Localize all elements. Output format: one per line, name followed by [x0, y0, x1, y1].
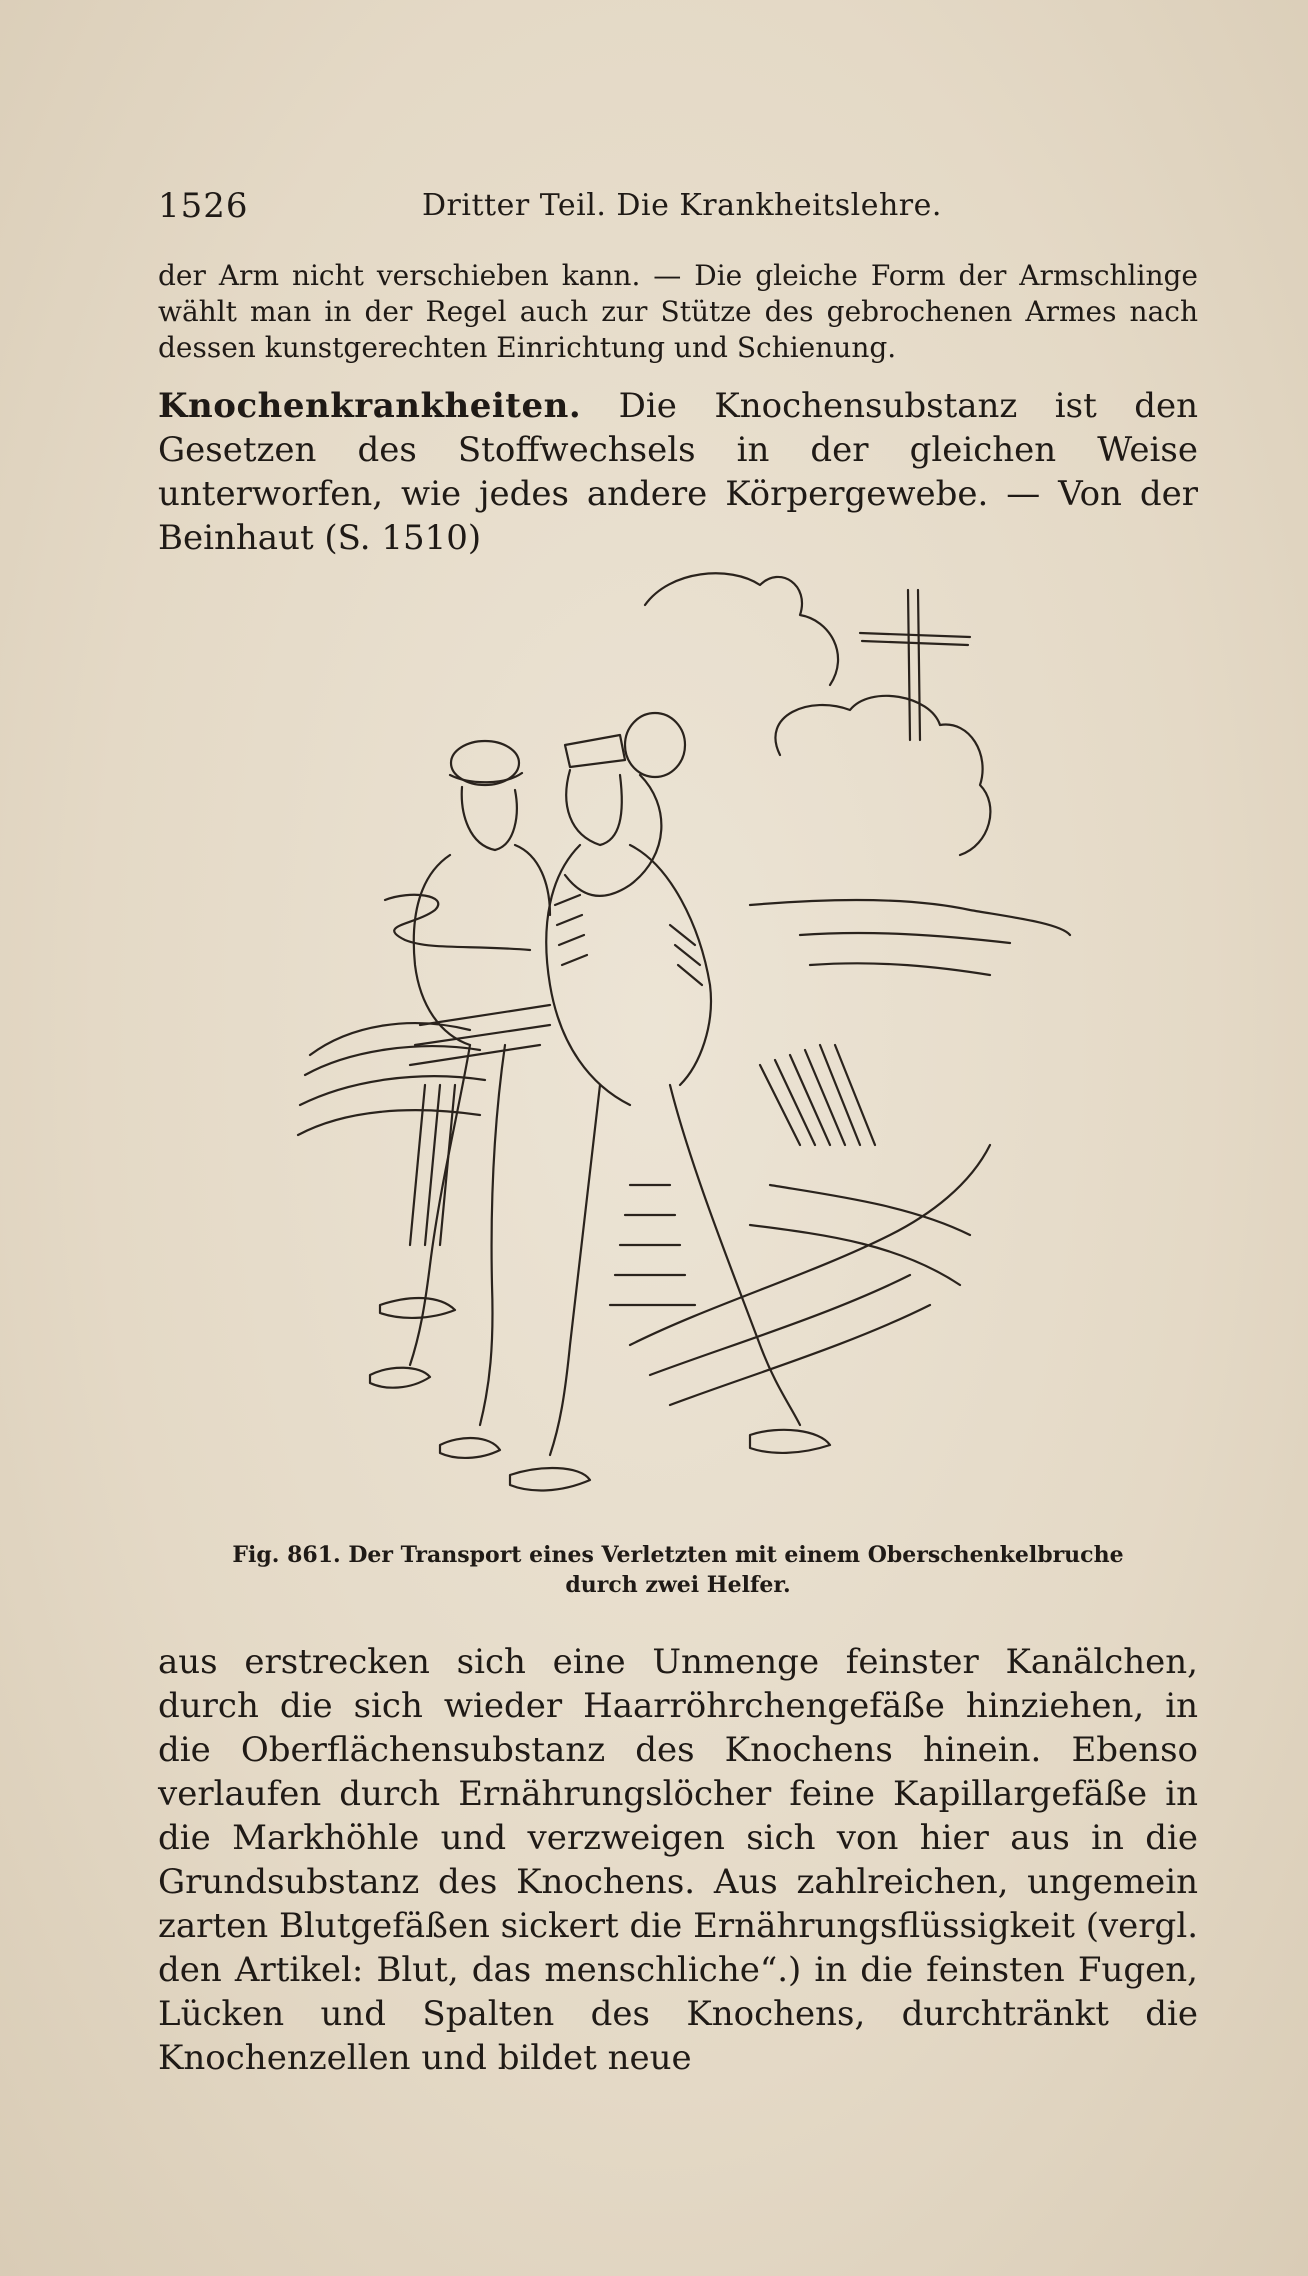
section-paragraph — [158, 384, 1198, 560]
page-number: 1526 — [158, 186, 249, 226]
engraving-illustration — [110, 545, 1110, 1530]
figure-illustration — [110, 545, 1110, 1530]
section-text: Die Knochensubstanz ist den Gesetzen des Stoffwechsels in der gleichen Weise unterworfen, wie jedes andere Körpergewebe. — Von der Beinhaut (S. 1510) — [158, 386, 1198, 558]
caption-line-1: Fig. 861. Der Transport eines Verletzten mit einem Oberschenkelbruche — [232, 1542, 1124, 1568]
top-paragraph: der Arm nicht verschieben kann. — Die gleiche Form der Armschlinge wählt man in der Regel auch zur Stütze des gebrochenen Armes nach dessen kunstgerechten Einrichtung und Schienung. — [158, 259, 1198, 364]
bottom-paragraph: aus erstrecken sich eine Unmenge feinster Kanälchen, durch die sich wieder Haarröhrchengefäße hinziehen, in die Oberflächensubstanz des Knochens hinein. Ebenso verlaufen durch Ernährungslöcher feine Kapillargefäße in die Markhöhle und verzweigen sich von hier aus in die Grundsubstanz des Knochens. Aus zahlreichen, ungemein zarten Blutgefäßen sickert die Ernährungsflüssigkeit (vergl. den Artikel: Blut, das menschliche“.) in die feinsten Fugen, Lücken und Spalten des Knochens, durchtränkt die Knochenzellen und bildet neue — [158, 1642, 1198, 2078]
figure-caption — [158, 1540, 1198, 1600]
running-head: Dritter Teil. Die Krankheitslehre. — [422, 188, 942, 223]
section-title: Knochenkrankheiten. — [158, 386, 582, 426]
caption-line-2: durch zwei Helfer. — [565, 1572, 791, 1598]
page-header — [158, 186, 1198, 230]
